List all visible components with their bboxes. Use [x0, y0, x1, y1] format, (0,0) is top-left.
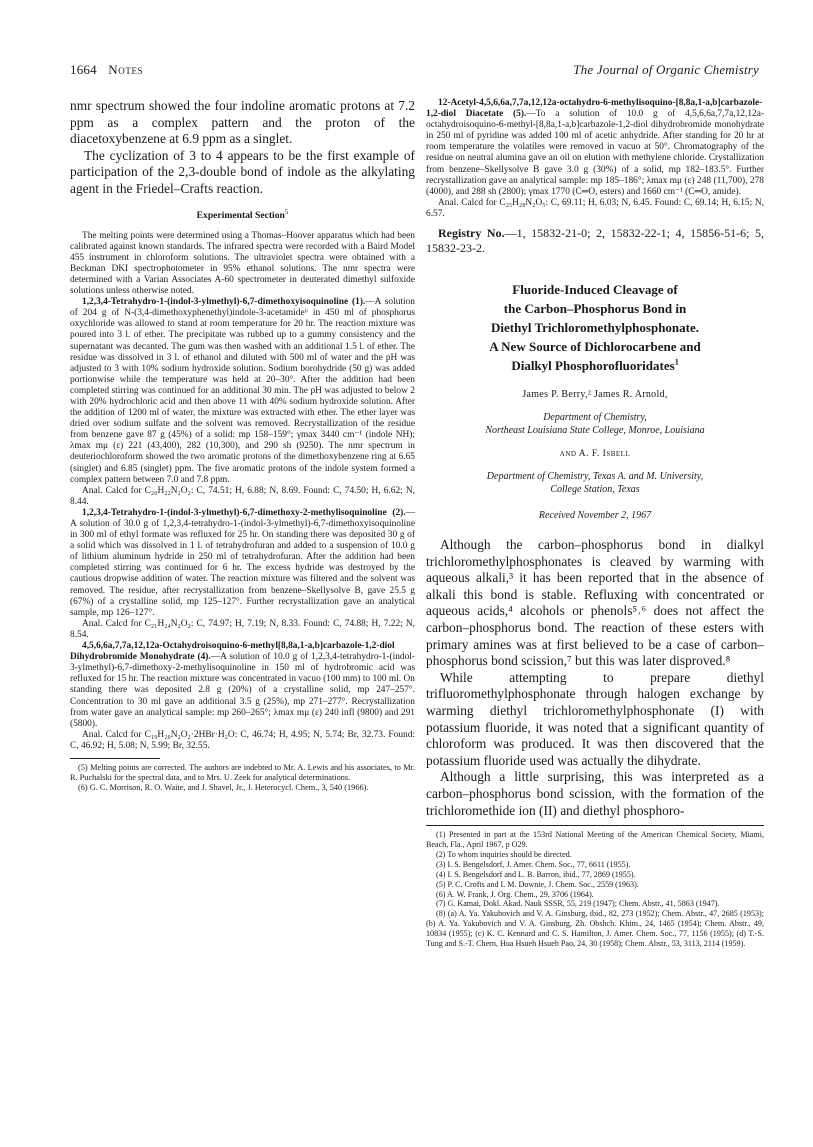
footnote-divider [70, 758, 160, 759]
compound-5-analysis: Anal. Calcd for C₂₅H₂₈N₂O₅: C, 69.11; H, 6.03; N, 6.45. Found: C, 69.14; H, 6.15; N, 6.57. [426, 197, 764, 219]
author-line: James P. Berry,² James R. Arnold, [522, 389, 668, 401]
page-number: 1664 [70, 62, 97, 77]
compound-4-name: 4,5,6,6a,7,7a,12,12a-Octahydroisoquino-6-methyl[8,8a,1-a,b]carbazole-1,2-diol Dihydrobromide Monohydrate (4). [70, 641, 395, 663]
reference-item: (8) (a) A. Ya. Yakubovich and V. A. Ginsburg, ibid., 82, 273 (1952); Chem. Abstr., 47, 2685 (1953); (b) A. Ya. Yakubovich and V. A. Ginsburg, Zh. Obshch. Khim., 24, 1465 (1954); Chem. Abstr., 49, 10834 (1955); (c) K. C. Kennard and C. S. Hamilton, J. Amer. Chem. Soc., 77, 1156 (1955); (d) T.-S. Tung and S.-T. Chern, Hua Hsueh Hsueh Pao, 24, 30 (1958); Chem. Abstr., 53, 3113, 2114 (1959). [426, 909, 764, 949]
cyclization-paragraph: The cyclization of 3 to 4 appears to be the first example of participation of the 2,3-double bond of indole as the alkylating agent in the Friedel–Crafts reaction. [70, 147, 415, 196]
reference-item: (4) I. S. Bengelsdorf and L. B. Barron, ibid., 77, 2869 (1955). [436, 869, 636, 879]
reference-item: (3) I. S. Bengelsdorf, J. Amer. Chem. Soc., 77, 6611 (1955). [436, 859, 631, 869]
article-title: Fluoride-Induced Cleavage of the Carbon–Phosphorus Bond in Diethyl Trichloromethylphosphonate. A New Source of Dichlorocarbene and Dialkyl Phosphorofluoridates$^1$ [489, 282, 701, 374]
footnote-6: (6) G. C. Morrison, R. O. Waite, and J. Shavel, Jr., J. Heterocycl. Chem., 3, 540 (1966). [78, 782, 369, 792]
compound-4-procedure: 4,5,6,6a,7,7a,12,12a-Octahydroisoquino-6-methyl[8,8a,1-a,b]carbazole-1,2-diol Dihydrobromide Monohydrate (4).—A solution of 10.0 g of 1,2,3,4-tetrahydro-1-(indol-3-ylmethyl)-6,7-dimethoxy-2-methylisoquinoline in 150 ml of hydrobromic acid was refluxed for 15 hr. The reaction mixture was concentrated in vacuo (100 mm) to 100 ml. On standing there was deposited 2.8 g (20%) of a crystalline solid, mp 247–257°. Concentration to 30 ml gave an additional 3.5 g (25%), mp 271–277°. Recrystallization from water gave an analytical sample: mp 260–265°; λmax mμ (ε) 240 infl (9800) and 291 (5800). [70, 641, 415, 729]
experimental-methods: The melting points were determined using a Thomas–Hoover apparatus which had been calibrated against known standards. The infrared spectra were recorded with a Baird Model 455 instrument in chloroform solutions. The ultraviolet spectra were obtained with a Beckman DKI spectrophotometer in 95% ethanol solutions. The nmr spectra were determined with a Varian Associates A-60 spectrometer in deuterated dimethyl sulfoxide solutions unless otherwise noted. [70, 230, 415, 297]
footnote-5: (5) Melting points are corrected. The authors are indebted to Mr. A. Lewis and his associates, to Mr. R. Puchalski for the spectral data, and to Mrs. U. Zeek for analytical determinations. [70, 762, 415, 782]
right-column [426, 98, 764, 949]
compound-2-analysis: Anal. Calcd for C₂₁H₂₄N₂O₂: C, 74.97; H, 7.19; N, 8.33. Found: C, 74.88; H, 7.22; N, 8.54. [70, 618, 415, 640]
registry-numbers: Registry No.—1, 15832-21-0; 2, 15832-22-1; 4, 15856-51-6; 5, 15832-23-2. [426, 226, 764, 256]
affiliation-1: Department of Chemistry, Northeast Louisiana State College, Monroe, Louisiana [485, 412, 705, 436]
compound-5-procedure: 12-Acetyl-4,5,6,6a,7,7a,12,12a-octahydro-6-methylisoquino-[8,8a,1-a,b]carbazole-1,2-diol Diacetate (5).—To a solution of 10.0 g of 4,5,6,6a,7,7a,12,12a-octahydroisoquino-6-methyl-[8,8a,1-a,b]carbazole-1,2-diol dihydrobromide monohydrate in 250 ml of pyridine was added 100 ml of acetic anhydride. After standing for 20 hr at room temperature the volatiles were removed in vacuo at 50°. Chromatography of the residue on neutral alumina gave an oil on elution with methylene chloride. Crystallization from benzene–Skellysolve B gave 3.0 g (30%) of a solid, mp 182–183.5°. Further recrystallization gave an analytical sample: mp 185–186°; λmax mμ (ε) 248 (11,700), 278 (4000), and 288 sh (2800); γmax 1770 (C═O, esters) and 1660 cm⁻¹ (C═O, amide). [426, 98, 764, 197]
reference-item: (6) A. W. Frank, J. Org. Chem., 29, 3706 (1964). [436, 889, 594, 899]
references-list [426, 830, 764, 949]
received-date: Received November 2, 1967 [538, 510, 652, 522]
reference-item: (2) To whom inquiries should be directed. [436, 849, 572, 859]
compound-4-analysis: Anal. Calcd for C₁₉H₂₀N₂O₂·2HBr·H₂O: C, 46.74; H, 4.95; N, 5.74; Br, 32.73. Found: C, 46.92; H, 5.08; N, 5.99; Br, 32.55. [70, 729, 415, 751]
reference-item: (5) P. C. Crofts and I. M. Downie, J. Chem. Soc., 2559 (1963). [436, 879, 639, 889]
experimental-heading: Experimental Section$^5$ [196, 207, 289, 221]
intro-paragraph-3: Although a little surprising, this was interpreted as a carbon–phosphorus bond scission, with the formation of the trichloromethide ion (II) and diethyl phosphoro- [426, 769, 764, 818]
compound-1-name: 1,2,3,4-Tetrahydro-1-(indol-3-ylmethyl)-6,7-dimethoxyisoquinoline (1). [82, 297, 366, 308]
section-name: Notes [108, 62, 144, 77]
nmr-paragraph: nmr spectrum showed the four indoline aromatic protons at 7.2 ppm as a complex pattern and the proton of the diacetoxybenzene at 6.9 ppm as a singlet. [70, 98, 415, 147]
references-divider [426, 825, 764, 826]
left-column [70, 98, 415, 793]
additional-author: and A. F. Isbell [559, 449, 631, 460]
intro-paragraph-2: While attempting to prepare diethyl trifluoromethylphosphonate through halogen exchange by warming diethyl trichloromethylphosphonate (I) with potassium fluoride, it was noted that a significant quantity of chloroform was produced. It was then discovered that the potassium fluoride used was actually the dihydrate. [426, 669, 764, 768]
compound-2-procedure: 1,2,3,4-Tetrahydro-1-(indol-3-ylmethyl)-6,7-dimethoxy-2-methylisoquinoline (2).—A solution of 30.0 g of 1,2,3,4-tetrahydro-1-(indol-3-ylmethyl)-6,7-dimethoxyisoquinoline in 300 ml of ethyl formate was refluxed for 25 hr. On standing there was deposited 30 g of a solid which was dissolved in 1 l. of tetrahydrofuran and added to a suspension of 10.0 g of lithium aluminum hydride in 250 ml of tetrahydrofuran. After the addition had been completed stirring was continued for 6 hr. The excess hydride was destroyed by the cautious dropwise addition of water. The reaction mixture was filtered and the solvent was removed. The residue, after recrystallization from benzene–Skellysolve B, gave 25.5 g (67%) of a crystalline solid, mp 125–127°. Further recrystallization gave an analytical sample, mp 126–127°. [70, 507, 415, 618]
compound-2-name: 1,2,3,4-Tetrahydro-1-(indol-3-ylmethyl)-6,7-dimethoxy-2-methylisoquinoline (2). [82, 507, 406, 518]
compound-1-analysis: Anal. Calcd for C₂₀H₂₂N₂O₂: C, 74.51; H, 6.88; N, 8.69. Found: C, 74.50; H, 6.62; N, 8.44. [70, 485, 415, 507]
running-header [70, 62, 759, 82]
compound-5-name: 12-Acetyl-4,5,6,6a,7,7a,12,12a-octahydro-6-methylisoquino-[8,8a,1-a,b]carbazole-1,2-diol Diacetate (5). [426, 98, 763, 120]
reference-item: (1) Presented in part at the 153rd National Meeting of the American Chemical Society, Miami, Beach, Fla., April 1967, p O29. [426, 830, 764, 850]
affiliation-2: Department of Chemistry, Texas A. and M. University, College Station, Texas [486, 471, 704, 495]
intro-paragraph-1: Although the carbon–phosphorus bond in dialkyl trichloromethylphosphonates is cleaved by warming with aqueous alkali,³ it has been reported that in the absence of alkali this bond is stable. Refluxing with concentrated or aqueous acids,⁴ alcohols or phenols⁵˒⁶ does not affect the carbon–phosphorus bond. The reaction of these esters with primary amines was at first believed to be a case of carbon–phosphorus bond scission,⁷ but this was later disproved.⁸ [426, 537, 764, 669]
reference-item: (7) G. Kamai, Dokl. Akad. Nauk SSSR, 55, 219 (1947); Chem. Abstr., 41, 5863 (1947). [436, 899, 720, 909]
compound-1-procedure: 1,2,3,4-Tetrahydro-1-(indol-3-ylmethyl)-6,7-dimethoxyisoquinoline (1).—A solution of 204 g of N-(3,4-dimethoxyphenethyl)indole-3-acetamide⁶ in 450 ml of phosphorus oxychloride was allowed to stand at room temperature for 20 hr. The reaction mixture was poured into 3 l. of ether. The precipitate was rubbed up to a gummy consistency and the supernatant was decanted. The gum was then washed with an additional 1.5 l. of ether. The residue was dissolved in 3 l. of ethanol and diluted with 500 ml of water and the pH was adjusted to 3 with 10% sodium hydroxide solution. Sodium borohydride (50 g) was added portionwise while the temperature was held at 20–30°. After the addition had been completed stirring was continued for an additional 30 min. The pH was adjusted to below 2 with 20% hydrochloric acid and then above 11 with 40% sodium hydroxide solution. After the addition of 1200 ml of water, the mixture was extracted with ether. The ether layer was dried over sodium sulfate and the solvent was removed. Recrystallization of the residue from benzene gave 87 g (45%) of a solid: mp 158–159°; γmax 3440 cm⁻¹ (indole NH); λmax mμ (ε) 221 (43,400), 282 (10,300), and 290 sh (9250). The nmr spectrum in deuteriochloroform showed the two aromatic protons of the dimethoxybenzene ring at 6.65 (singlet) and 6.85 (singlet) ppm. The five aromatic protons of the indole system formed a complex pattern between 7.0 and 7.8 ppm. [70, 297, 415, 485]
journal-name: The Journal of Organic Chemistry [573, 62, 759, 77]
